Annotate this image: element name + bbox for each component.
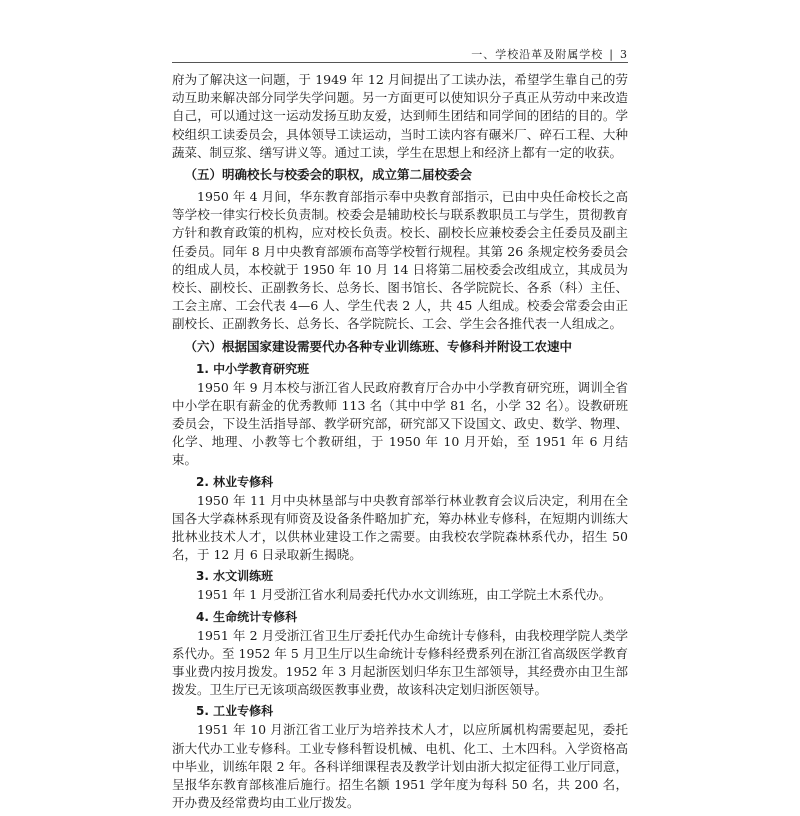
- paragraph-work-study: 府为了解决这一问题，于 1949 年 12 月间提出了工读办法，希望学生靠自己的劳动互助来解决部分同学失学问题。另一方面更可以使知识分子真正从劳动中来改造自己，可以通过这一运动发扬互助友爱，达到师生团结和同学间的团结的目的。学校组织工读委员会，具体领导工读运动，当时工读内容有碾米厂、碎石工程、大种蔬菜、制豆浆、缮写讲义等。通过工读，学生在思想上和经济上都有一定的收获。: [172, 72, 628, 160]
- subheading-4: 4. 生命统计专修科: [196, 609, 298, 624]
- page-body: [172, 71, 628, 816]
- section-heading-6: （六）根据国家建设需要代办各种专业训练班、专修科并附设工农速中: [184, 338, 573, 354]
- subheading-3: 3. 水文训练班: [196, 569, 274, 584]
- paragraph-teacher-research-class: 1950 年 9 月本校与浙江省人民政府教育厅合办中小学教育研究班，调训全省中小学在职有薪金的优秀教师 113 名（其中中学 81 名，小学 32 名）。设教研班委员会，下设生活指导部、教学研究部，研究部又下设国文、政史、数学、物理、化学、地理、小教等七个教研组，于 1950 年 10 月开始，至 1951 年 6 月结束。: [172, 379, 628, 468]
- paragraph-school-committee: 1950 年 4 月间，华东教育部指示奉中央教育部指示，已由中央任命校长之高等学校一律实行校长负责制。校委会是辅助校长与联系教职员工与学生，贯彻教育方针和教育政策的机构，应对校长负责。校长、副校长应兼校委会主任委员及副主任委员。同年 8 月中央教育部颁布高等学校暂行规程。其第 26 条规定校务委员会的组成人员，本校就于 1950 年 10 月 14 日将第二届校委会改组成立，其成员为校长、副校长、正副教务长、总务长、图书馆长、各学院院长、各系（科）主任、工会主席、工会代表 4—6 人、学生代表 2 人，共 45 人组成。校委会常委会由正副校长、正副教务长、总务长、各学院院长、工会、学生会各推代表一人组成之。: [172, 189, 628, 332]
- paragraph-vital-statistics: 1951 年 2 月受浙江省卫生厅委托代办生命统计专修科，由我校理学院人类学系代办。至 1952 年 5 月卫生厅以生命统计专修科经费系列在浙江省高级医学教育事业费内按月拨发。1952 年 3 月起浙医划归华东卫生部领导，其经费亦由卫生部拨发。卫生厅已无该项高级医教事业费，故该科决定划归浙医领导。: [172, 627, 628, 698]
- paragraph-forestry: 1950 年 11 月中央林垦部与中央教育部举行林业教育会议后决定，利用在全国各大学森林系现有师资及设备条件略加扩充，筹办林业专修科，在短期内训练大批林业技术人才，以供林业建设工作之需要。由我校农学院森林系代办，招生 50 名，于 12 月 6 日录取新生揭晓。: [172, 492, 628, 563]
- paragraph-industrial: 1951 年 10 月浙江省工业厅为培养技术人才，以应所属机构需要起见，委托浙大代办工业专修科。工业专修科暂设机械、电机、化工、土木四科。入学资格高中毕业，训练年限 2 年。各科详细课程表及教学计划由浙大拟定征得工业厅同意，呈报华东教育部核准后施行。招生名额 1951 学年度为每科 50 名，共 200 名，开办费及经常费均由工业厅拨发。: [172, 722, 628, 811]
- header-rule: [172, 62, 628, 63]
- page-number: 3: [620, 48, 628, 61]
- subheading-5: 5. 工业专修科: [196, 704, 274, 719]
- header-section-title: 一、学校沿革及附属学校: [471, 48, 604, 61]
- running-header: [471, 46, 628, 62]
- section-heading-5: （五）明确校长与校委会的职权，成立第二届校委会: [184, 167, 473, 183]
- subheading-1: 1. 中小学教育研究班: [196, 361, 310, 376]
- header-separator: |: [609, 48, 614, 61]
- paragraph-hydrology: 1951 年 1 月受浙江省水利局委托代办水文训练班，由工学院土木系代办。: [197, 587, 612, 603]
- subheading-2: 2. 林业专修科: [196, 474, 274, 489]
